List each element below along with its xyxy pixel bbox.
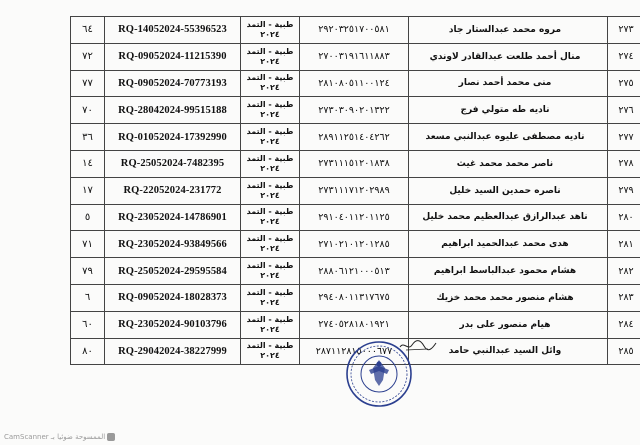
score-cell: ١٤: [71, 150, 105, 177]
request-code-cell: RQ-25052024-29595584: [105, 258, 241, 285]
faculty-cell: [241, 177, 300, 204]
row-number-cell: ٢٨٣: [608, 284, 640, 311]
name-cell: هيام منصور على بدر: [409, 311, 608, 338]
row-number-cell: ٢٧٨: [608, 150, 640, 177]
faculty-line-1: طبية - التمد: [246, 314, 294, 324]
table-row: [71, 231, 640, 258]
national-id-cell: ٢٨٩١١٢٥١٤٠٤٢٦٢: [300, 124, 409, 151]
score-cell: ٧١: [71, 231, 105, 258]
row-number-cell: ٢٧٣: [608, 17, 640, 44]
request-code-cell: RQ-09052024-18028373: [105, 284, 241, 311]
request-code-cell: RQ-23052024-90103796: [105, 311, 241, 338]
row-number-cell: ٢٨٤: [608, 311, 640, 338]
faculty-cell: [241, 284, 300, 311]
request-code-cell: RQ-25052024-7482395: [105, 150, 241, 177]
score-cell: ٥: [71, 204, 105, 231]
faculty-cell: [241, 43, 300, 70]
request-code-cell: RQ-29042024-38227999: [105, 338, 241, 365]
faculty-cell: [241, 70, 300, 97]
faculty-line-1: طبية - التمد: [246, 73, 294, 83]
name-cell: مروه محمد عبدالستار جاد: [409, 17, 608, 44]
request-code-cell: RQ-23052024-14786901: [105, 204, 241, 231]
scanner-watermark: [4, 433, 115, 441]
faculty-line-2: ٢٠٢٤: [260, 271, 280, 281]
name-cell: هشام منصور محمد محمد خزيك: [409, 284, 608, 311]
faculty-line-1: طبية - التمد: [246, 207, 294, 217]
national-id-cell: ٢٧٣١١١٥١٢٠١٨٣٨: [300, 150, 409, 177]
score-cell: ٣٦: [71, 124, 105, 151]
row-number-cell: ٢٨٠: [608, 204, 640, 231]
table-row: [71, 204, 640, 231]
faculty-line-1: طبية - التمد: [246, 127, 294, 137]
table-row: [71, 258, 640, 285]
score-cell: ٦٠: [71, 311, 105, 338]
faculty-line-1: طبية - التمد: [246, 100, 294, 110]
name-cell: منى محمد أحمد نصار: [409, 70, 608, 97]
faculty-line-2: ٢٠٢٤: [260, 56, 280, 66]
national-id-cell: ٢٧٣١١١٧١٢٠٢٩٨٩: [300, 177, 409, 204]
faculty-line-2: ٢٠٢٤: [260, 217, 280, 227]
row-number-cell: ٢٧٥: [608, 70, 640, 97]
national-id-cell: ٢٨١٠٨٠٥١١٠٠١٢٤: [300, 70, 409, 97]
name-cell: هشام محمود عبدالباسط ابراهيم: [409, 258, 608, 285]
row-number-cell: ٢٨٢: [608, 258, 640, 285]
request-code-cell: RQ-14052024-55396523: [105, 17, 241, 44]
table-row: [71, 284, 640, 311]
faculty-line-2: ٢٠٢٤: [260, 137, 280, 147]
faculty-line-1: طبية - التمد: [246, 46, 294, 56]
faculty-line-1: طبية - التمد: [246, 19, 294, 29]
faculty-line-1: طبية - التمد: [246, 153, 294, 163]
national-id-cell: ٢٨٧١١٢٨١٥٠٠٠٦٧٧: [300, 338, 409, 365]
faculty-line-2: ٢٠٢٤: [260, 110, 280, 120]
national-id-cell: ٢٩٢٠٣٢٥١٧٠٠٥٨١: [300, 17, 409, 44]
faculty-line-2: ٢٠٢٤: [260, 163, 280, 173]
row-number-cell: ٢٨٥: [608, 338, 640, 365]
name-cell: ناهد عبدالرازق عبدالعظيم محمد خليل: [409, 204, 608, 231]
faculty-line-1: طبية - التمد: [246, 180, 294, 190]
name-cell: هدى محمد عبدالحميد ابراهيم: [409, 231, 608, 258]
faculty-line-1: طبية - التمد: [246, 261, 294, 271]
faculty-cell: [241, 150, 300, 177]
faculty-line-2: ٢٠٢٤: [260, 297, 280, 307]
faculty-line-2: ٢٠٢٤: [260, 324, 280, 334]
faculty-cell: [241, 338, 300, 365]
faculty-cell: [241, 231, 300, 258]
table-row: [71, 177, 640, 204]
faculty-cell: [241, 258, 300, 285]
official-seal-icon: [345, 340, 413, 408]
name-cell: ناديه مصطفى عليوه عبدالنبي مسعد: [409, 124, 608, 151]
scanner-app-icon: [107, 433, 115, 441]
faculty-line-2: ٢٠٢٤: [260, 83, 280, 93]
table-row: [71, 43, 640, 70]
request-code-cell: RQ-23052024-93849566: [105, 231, 241, 258]
faculty-line-2: ٢٠٢٤: [260, 244, 280, 254]
national-id-cell: ٢٧٣٠٣٠٩٠٢٠١٣٢٢: [300, 97, 409, 124]
results-table: [70, 16, 640, 365]
request-code-cell: RQ-09052024-70773193: [105, 70, 241, 97]
faculty-line-2: ٢٠٢٤: [260, 29, 280, 39]
faculty-line-1: طبية - التمد: [246, 234, 294, 244]
table-row: [71, 70, 640, 97]
row-number-cell: ٢٨١: [608, 231, 640, 258]
faculty-line-2: ٢٠٢٤: [260, 190, 280, 200]
faculty-cell: [241, 311, 300, 338]
faculty-cell: [241, 124, 300, 151]
row-number-cell: ٢٧٤: [608, 43, 640, 70]
results-table-body: [71, 17, 640, 365]
request-code-cell: RQ-01052024-17392990: [105, 124, 241, 151]
score-cell: ٧٠: [71, 97, 105, 124]
request-code-cell: RQ-09052024-11215390: [105, 43, 241, 70]
national-id-cell: ٢٧١٠٢١٠١٢٠١٢٨٥: [300, 231, 409, 258]
table-row: [71, 17, 640, 44]
score-cell: ٧٧: [71, 70, 105, 97]
national-id-cell: ٢٨٨٠٦١٢١٠٠٠٥١٣: [300, 258, 409, 285]
score-cell: ٦: [71, 284, 105, 311]
faculty-cell: [241, 97, 300, 124]
watermark-text: الممسوحة ضوئيا بـ CamScanner: [4, 433, 106, 441]
faculty-cell: [241, 17, 300, 44]
score-cell: ٧٩: [71, 258, 105, 285]
request-code-cell: RQ-28042024-99515188: [105, 97, 241, 124]
name-cell: ناديه طه متولي فرج: [409, 97, 608, 124]
score-cell: ٨٠: [71, 338, 105, 365]
faculty-line-2: ٢٠٢٤: [260, 351, 280, 361]
table-row: [71, 311, 640, 338]
table-row: [71, 97, 640, 124]
name-cell: ناصره حمدين السيد خليل: [409, 177, 608, 204]
national-id-cell: ٢٧٤٠٥٢٨١٨٠١٩٢١: [300, 311, 409, 338]
table-row: [71, 150, 640, 177]
row-number-cell: ٢٧٩: [608, 177, 640, 204]
row-number-cell: ٢٧٧: [608, 124, 640, 151]
row-number-cell: ٢٧٦: [608, 97, 640, 124]
score-cell: ١٧: [71, 177, 105, 204]
national-id-cell: ٢٧٠٠٣١٩١٦١١٨٨٣: [300, 43, 409, 70]
request-code-cell: RQ-22052024-231772: [105, 177, 241, 204]
score-cell: ٦٤: [71, 17, 105, 44]
national-id-cell: ٢٩٤٠٨٠١١٣١٧٦٧٥: [300, 284, 409, 311]
table-row: [71, 124, 640, 151]
faculty-cell: [241, 204, 300, 231]
faculty-line-1: طبية - التمد: [246, 341, 294, 351]
name-cell: منال أحمد طلعت عبدالقادر لاوندي: [409, 43, 608, 70]
national-id-cell: ٢٩١٠٤٠١١٢٠١١٢٥: [300, 204, 409, 231]
name-cell: ناصر محمد محمد غيث: [409, 150, 608, 177]
score-cell: ٧٢: [71, 43, 105, 70]
faculty-line-1: طبية - التمد: [246, 287, 294, 297]
name-cell: وائل السيد عبدالنبي حامد: [409, 338, 608, 365]
